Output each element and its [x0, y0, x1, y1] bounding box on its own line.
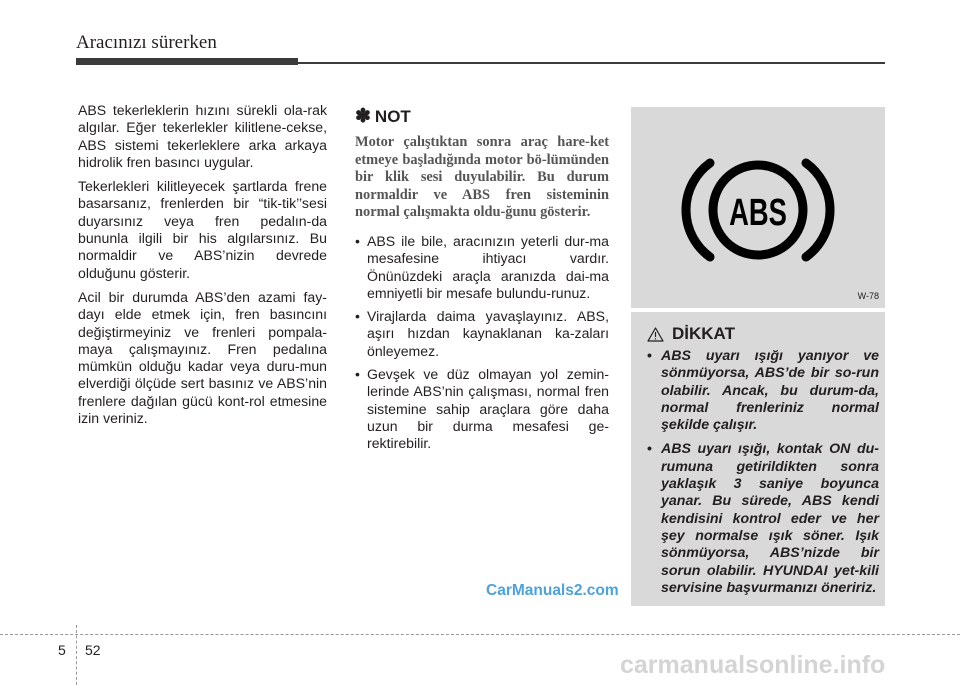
footer-rule	[0, 634, 960, 635]
page-number: 52	[85, 642, 101, 658]
abs-warning-icon	[680, 149, 836, 271]
list-item: • ABS uyarı ışığı yanıyor ve sönmüyorsa, ABS’de bir so-run olabilir. Ancak, bu durum-da, normal frenleriniz normal şekilde çalışır.	[641, 348, 879, 434]
page-chapter-number: 5	[58, 642, 66, 658]
note-heading-label: NOT	[374, 106, 411, 126]
body-column-left	[78, 102, 327, 434]
header-rule-thin	[298, 62, 885, 64]
paragraph: Acil bir durumda ABS’den azami fay-dayı elde etmek için, fren basıncını değiştirmeyiniz ve frenleri pompala-maya çalışmayınız. Fren pedalına mümkün olduğu kadar veya duru-mun elverdiği ölçüde sert basınız ve ABS’nin frenlere dağılan gücü kont-rol etmesine izin veriniz.	[78, 288, 327, 427]
list-item: • Gevşek ve düz olmayan yol zemin-lerinde ABS’nin çalışması, normal fren sistemine sahip araçlara göre daha uzun bir durma mesafesi ge-rektirebilir.	[355, 366, 609, 452]
abs-icon-text: ABS	[729, 191, 787, 235]
page-header-title: Aracınızı sürerken	[76, 32, 217, 53]
note-bullet-list	[355, 233, 609, 453]
watermark-corner-text: carmanualsonline.info	[620, 651, 886, 679]
figure-code: W-78	[857, 291, 879, 301]
caution-heading	[647, 324, 735, 344]
header-rule-thick	[76, 58, 298, 65]
note-star-icon: ✽	[355, 106, 371, 127]
caution-box	[631, 312, 885, 606]
paragraph: ABS tekerleklerin hızını sürekli ola-rak algılar. Eğer tekerlekler kilitlene-cekse, ABS sistemi tekerleklere arka arkaya hidrolik fren basıncı uygular.	[78, 102, 327, 170]
note-body: Motor çalıştıktan sonra araç hare-ket etmeye başladığında motor bö-lümünden bir klik sesi duyulabilir. Bu durum normaldir ve ABS fren sisteminin normal çalışmakta oldu-ğunu gösterir.	[355, 134, 609, 221]
abs-figure-panel	[631, 107, 885, 308]
caution-title: DİKKAT	[672, 324, 735, 343]
note-heading	[355, 105, 609, 128]
list-item: • ABS uyarı ışığı, kontak ON du-rumuna getirildikten sonra yaklaşık 3 saniye boyunca yanar. Bu sürede, ABS kendi kendisini kontrol eder ve her şey normalse ışık söner. Işık sönmüyorsa, ABS’nizde bir sorun olabilir. HYUNDAI yet-kili servisine başvurmanızı öneririz.	[641, 441, 879, 597]
list-item: • ABS ile bile, aracınızın yeterli dur-ma mesafesine ihtiyacı vardır. Önünüzdeki araçla aranızda dai-ma emniyetli bir mesafe bulundu-runuz.	[355, 233, 609, 302]
list-item: • Virajlarda daima yavaşlayınız. ABS, aşırı hızdan kaynaklanan ka-zaları önleyemez.	[355, 308, 609, 360]
paragraph: Tekerlekleri kilitleyecek şartlarda frene basarsanız, frenlerden bir “tik-tik’’sesi duyarsınız veya fren pedalın-da bununla ilgili bir his algılarsınız. Bu normaldir ve ABS’nizin devrede olduğunu gösterir.	[78, 178, 327, 281]
footer-divider	[76, 625, 77, 685]
watermark-site-link[interactable]: CarManuals2.com	[486, 582, 619, 599]
warning-triangle-icon	[647, 327, 664, 342]
caution-list	[641, 348, 879, 604]
note-section	[355, 105, 609, 459]
